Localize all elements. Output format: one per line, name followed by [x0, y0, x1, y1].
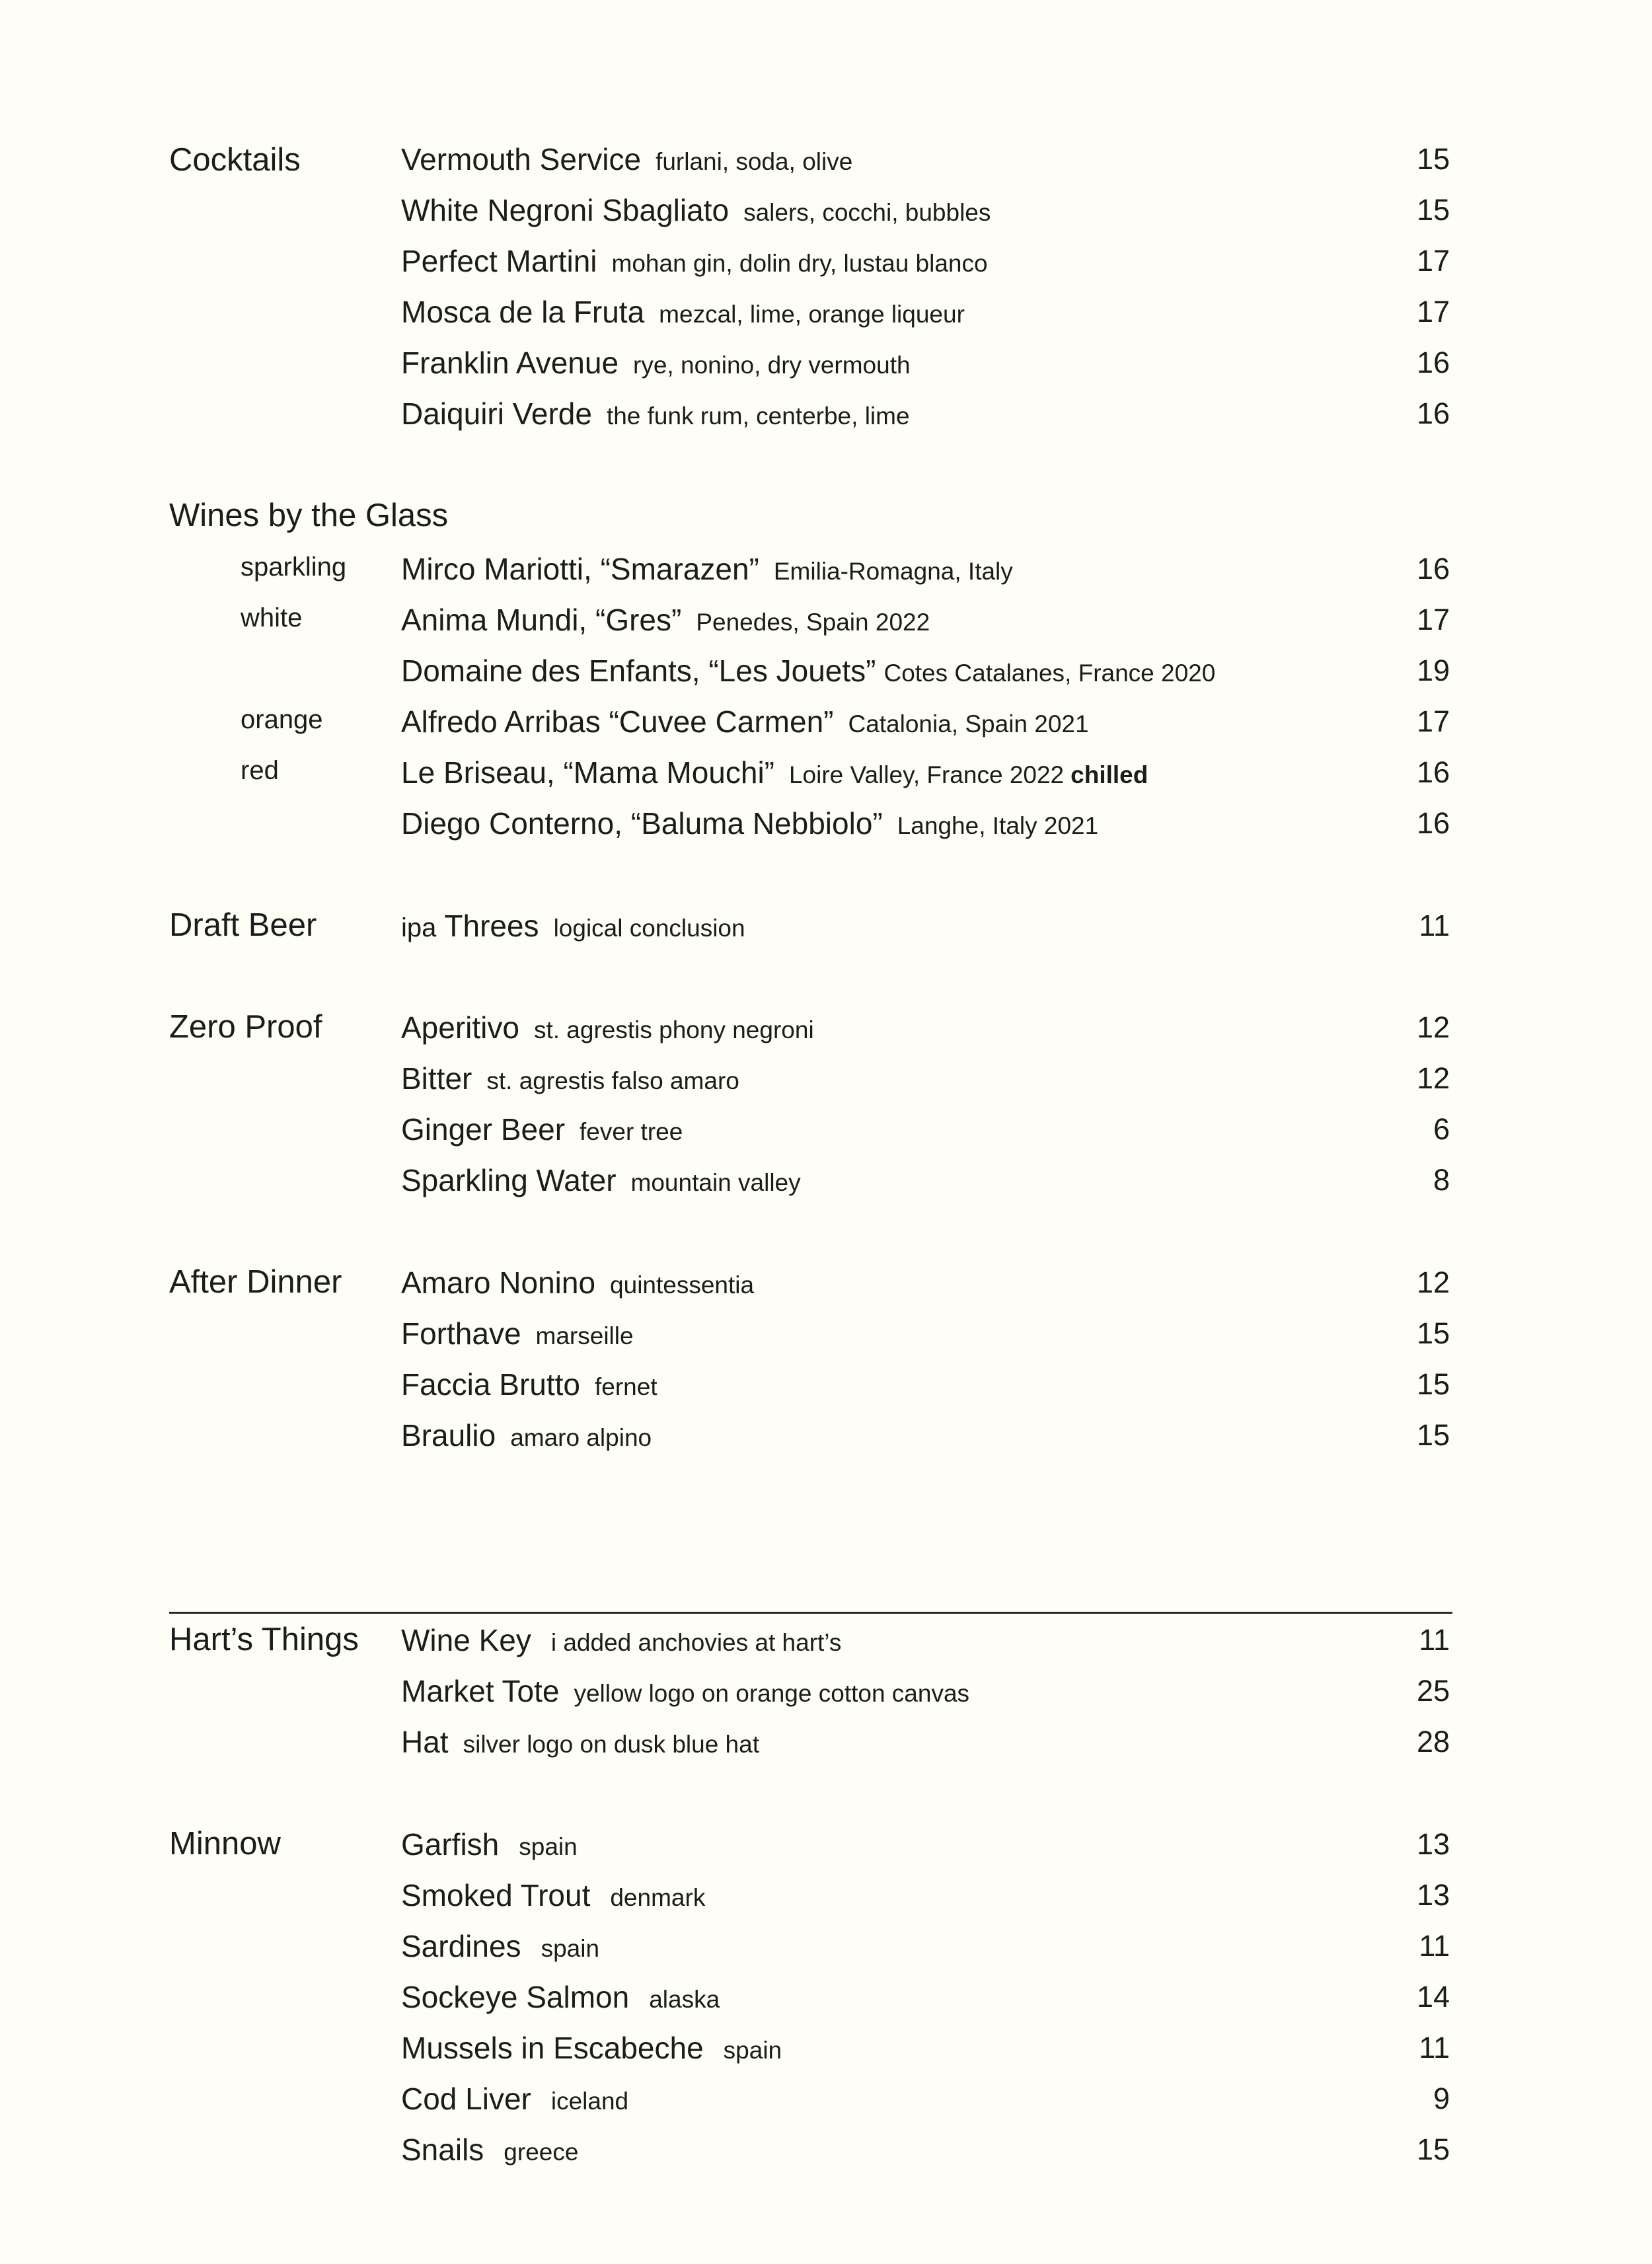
item-description: Catalonia, Spain 2021	[848, 710, 1089, 737]
menu-item	[0, 1931, 1652, 1971]
menu-item	[0, 1622, 1652, 1665]
item-description: spain	[541, 1935, 600, 1962]
item-description: rye, nonino, dry vermouth	[633, 352, 911, 379]
item-description: greece	[504, 2138, 579, 2166]
item-description: mountain valley	[630, 1169, 801, 1196]
item-name: Wine Key	[401, 1623, 531, 1657]
item-style: ipa	[401, 913, 437, 942]
menu-item	[0, 144, 1652, 184]
item-price: 9	[1433, 2082, 1450, 2115]
item-description: yellow logo on orange cotton canvas	[574, 1680, 970, 1707]
item-description: st. agrestis falso amaro	[486, 1067, 739, 1094]
item-price: 16	[1416, 346, 1450, 379]
section-title: After Dinner	[169, 1264, 342, 1300]
item-name: Snails	[401, 2132, 484, 2167]
item-name: Garfish	[401, 1827, 500, 1862]
item-price: 12	[1416, 1010, 1450, 1044]
item-price: 13	[1416, 1827, 1450, 1861]
item-description: the funk rum, centerbe, lime	[606, 402, 910, 430]
item-name: Hat	[401, 1725, 449, 1759]
item-name: Anima Mundi, “Gres”	[401, 603, 682, 637]
item-price: 16	[1416, 552, 1450, 585]
item-price: 17	[1416, 244, 1450, 278]
item-description: i added anchovies at hart’s	[550, 1629, 842, 1656]
item-price: 15	[1416, 142, 1450, 176]
item-price: 12	[1416, 1265, 1450, 1299]
menu-item	[0, 2084, 1652, 2123]
item-name: Faccia Brutto	[401, 1367, 580, 1402]
item-description: spain	[519, 1833, 578, 1860]
item-price: 15	[1416, 193, 1450, 227]
item-price: 15	[1416, 1316, 1450, 1350]
menu-item	[0, 554, 1652, 593]
item-description: st. agrestis phony negroni	[533, 1016, 814, 1043]
item-price: 15	[1416, 2132, 1450, 2166]
item-price: 12	[1416, 1061, 1450, 1095]
item-name: Alfredo Arribas “Cuvee Carmen”	[401, 704, 834, 739]
item-name: Franklin Avenue	[401, 346, 619, 380]
menu-item	[0, 808, 1652, 848]
section-title: Zero Proof	[169, 1009, 322, 1045]
item-description: denmark	[610, 1884, 706, 1911]
item-price: 14	[1416, 1980, 1450, 2014]
menu-item	[0, 1063, 1652, 1103]
item-name: Threes	[444, 909, 539, 943]
menu-item	[0, 2134, 1652, 2174]
item-name: White Negroni Sbagliato	[401, 193, 730, 227]
item-description: furlani, soda, olive	[656, 148, 853, 175]
item-description: fernet	[595, 1373, 657, 1400]
item-price: 16	[1416, 806, 1450, 840]
menu-item	[0, 2033, 1652, 2072]
item-name: Bitter	[401, 1061, 472, 1096]
item-description: Emilia-Romagna, Italy	[773, 558, 1013, 585]
item-price: 11	[1419, 2031, 1450, 2064]
menu-item	[0, 1880, 1652, 1920]
item-description: spain	[723, 2037, 782, 2064]
item-name: Market Tote	[401, 1674, 560, 1708]
item-name: Mirco Mariotti, “Smarazen”	[401, 552, 759, 586]
item-price: 8	[1433, 1163, 1450, 1197]
menu-item	[0, 1676, 1652, 1716]
item-name: Mosca de la Fruta	[401, 295, 645, 329]
item-description: mezcal, lime, orange liqueur	[659, 301, 965, 328]
menu-item	[0, 297, 1652, 336]
item-price: 16	[1416, 396, 1450, 430]
item-price: 6	[1433, 1112, 1450, 1146]
item-description: Cotes Catalanes, France 2020	[883, 660, 1216, 687]
wine-category: white	[241, 603, 303, 632]
section-title: Cocktails	[169, 142, 301, 178]
wine-category: red	[241, 756, 279, 785]
item-name: Domaine des Enfants, “Les Jouets”	[401, 654, 876, 688]
wine-category: sparkling	[241, 552, 347, 582]
item-description: Loire Valley, France 2022	[788, 761, 1065, 788]
item-name: Vermouth Service	[401, 142, 642, 176]
menu-item	[0, 1009, 1652, 1052]
item-name: Forthave	[401, 1316, 521, 1351]
item-description: marseille	[535, 1322, 634, 1349]
item-price: 19	[1416, 654, 1450, 687]
item-price: 17	[1416, 603, 1450, 636]
menu-item	[0, 398, 1652, 438]
item-price: 25	[1416, 1674, 1450, 1708]
item-price: 11	[1419, 1929, 1450, 1963]
item-description: quintessentia	[610, 1271, 755, 1299]
item-name: Cod Liver	[401, 2082, 531, 2116]
item-description: silver logo on dusk blue hat	[463, 1731, 759, 1758]
menu-item	[0, 1114, 1652, 1154]
section-divider	[169, 1612, 1452, 1614]
item-price: 17	[1416, 295, 1450, 328]
item-name: Diego Conterno, “Baluma Nebbiolo”	[401, 806, 883, 841]
item-price: 11	[1419, 1623, 1450, 1657]
section-title: Minnow	[169, 1826, 281, 1862]
menu-item	[0, 757, 1652, 797]
menu-item	[0, 1982, 1652, 2021]
menu-item	[0, 1369, 1652, 1409]
item-price: 11	[1419, 909, 1450, 942]
section-title: Wines by the Glass	[169, 498, 449, 533]
menu-item	[0, 1727, 1652, 1766]
item-name: Sardines	[401, 1929, 521, 1963]
item-name: Ginger Beer	[401, 1112, 566, 1147]
item-name: Daiquiri Verde	[401, 396, 592, 431]
item-price: 28	[1416, 1725, 1450, 1758]
menu-item	[0, 706, 1652, 746]
item-price: 16	[1416, 755, 1450, 789]
item-description: mohan gin, dolin dry, lustau blanco	[611, 250, 988, 277]
menu-item	[0, 1826, 1652, 1869]
item-price: 15	[1416, 1418, 1450, 1452]
item-description: alaska	[649, 1986, 720, 2013]
menu-item	[0, 656, 1652, 695]
item-price: 17	[1416, 704, 1450, 738]
item-name: Mussels in Escabeche	[401, 2031, 704, 2065]
item-description: logical conclusion	[553, 915, 745, 942]
menu-item	[0, 246, 1652, 285]
item-name: Amaro Nonino	[401, 1265, 596, 1300]
section-title: Hart’s Things	[169, 1622, 359, 1657]
item-description: amaro alpino	[510, 1424, 652, 1451]
item-price: 13	[1416, 1878, 1450, 1912]
menu-item	[0, 195, 1652, 235]
item-name: Braulio	[401, 1418, 496, 1453]
menu-item	[0, 907, 1652, 950]
menu-item	[0, 1165, 1652, 1205]
item-name: Aperitivo	[401, 1010, 519, 1045]
menu-item	[0, 1264, 1652, 1307]
section-title: Draft Beer	[169, 907, 317, 943]
item-name: Perfect Martini	[401, 244, 597, 278]
item-note: chilled	[1070, 761, 1148, 788]
item-description: salers, cocchi, bubbles	[743, 199, 991, 226]
menu-item	[0, 605, 1652, 644]
item-price: 15	[1416, 1367, 1450, 1401]
item-name: Smoked Trout	[401, 1878, 591, 1912]
item-name: Sockeye Salmon	[401, 1980, 630, 2014]
item-description: iceland	[550, 2088, 629, 2115]
menu-item	[0, 1420, 1652, 1460]
menu-item	[0, 348, 1652, 387]
item-description: fever tree	[580, 1118, 683, 1145]
item-name: Sparkling Water	[401, 1163, 617, 1197]
item-description: Penedes, Spain 2022	[696, 609, 930, 636]
item-description: Langhe, Italy 2021	[897, 812, 1099, 839]
menu-item	[0, 1318, 1652, 1358]
wine-category: orange	[241, 705, 323, 734]
item-name: Le Briseau, “Mama Mouchi”	[401, 755, 774, 790]
